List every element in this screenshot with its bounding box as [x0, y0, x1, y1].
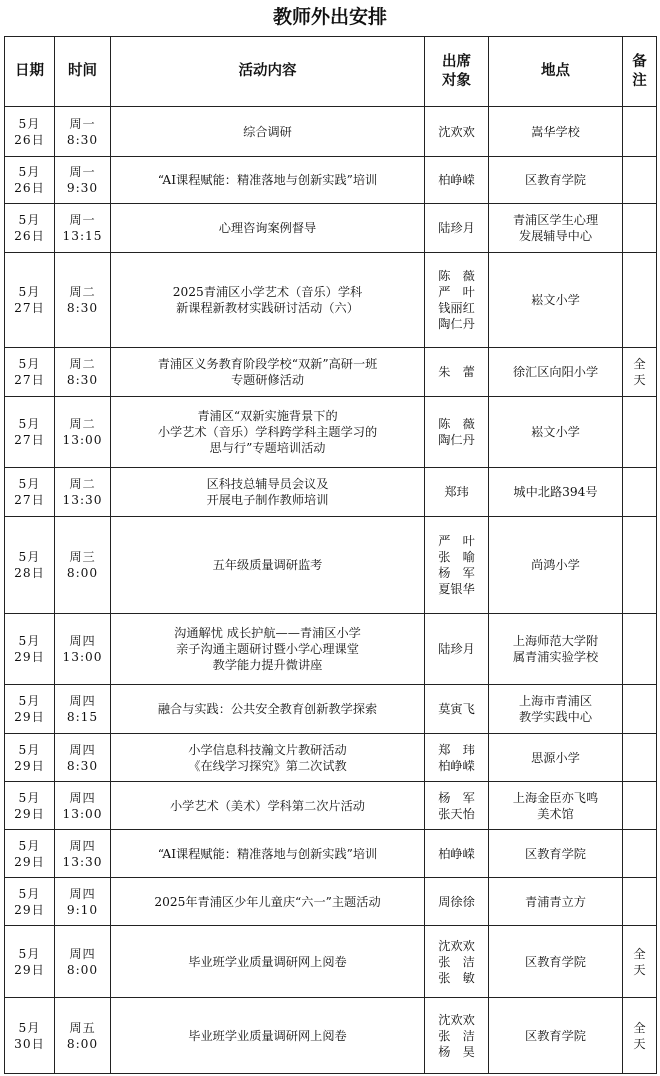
time-cell-line: 9:10	[66, 902, 99, 917]
time-cell-line: 周四	[69, 742, 96, 757]
location-cell-line: 城中北路394号	[513, 485, 598, 499]
table-row	[5, 204, 657, 253]
time-cell-line: 周四	[69, 694, 96, 708]
date-cell	[5, 253, 55, 348]
time-cell	[55, 204, 111, 253]
date-cell-line: 5月	[18, 165, 41, 179]
time-cell	[55, 614, 111, 685]
attendee-cell-line: 张 洁	[438, 954, 475, 969]
date-cell-line: 27日	[14, 373, 45, 387]
attendee-cell	[425, 397, 489, 468]
time-cell	[55, 830, 111, 878]
time-cell	[55, 878, 111, 926]
location-cell-line: 尚鸿小学	[531, 558, 580, 572]
remark-cell	[623, 253, 657, 348]
remark-cell	[623, 685, 657, 734]
remark-cell	[623, 830, 657, 878]
attendee-cell-line: 陶仁丹	[438, 317, 475, 331]
date-cell	[5, 468, 55, 517]
attendee-cell-line: 柏峥嵘	[438, 758, 475, 773]
time-cell	[55, 782, 111, 830]
date-cell-line: 29日	[14, 710, 45, 724]
location-cell-line: 区教育学院	[525, 954, 586, 969]
activity-cell-line: 沟通解忧 成长护航——青浦区小学	[174, 626, 361, 640]
attendee-cell-line: 柏峥嵘	[438, 173, 475, 187]
location-cell	[489, 998, 623, 1074]
activity-cell	[111, 517, 425, 614]
time-cell	[55, 517, 111, 614]
activity-cell-line: 新课程新教材实践研讨活动（六）	[176, 301, 359, 315]
attendee-cell-line: 沈欢欢	[438, 938, 475, 953]
time-cell-line: 13:00	[62, 806, 103, 821]
attendee-cell-line: 陆珍月	[438, 221, 475, 235]
activity-cell-line: 毕业班学业质量调研网上阅卷	[188, 1028, 347, 1043]
remark-cell-line: 全	[633, 1020, 646, 1035]
time-cell-line: 13:00	[62, 650, 103, 664]
table-row	[5, 468, 657, 517]
activity-cell-line: 心理咨询案例督导	[218, 221, 317, 235]
attendee-cell	[425, 517, 489, 614]
time-cell	[55, 926, 111, 998]
date-cell-line: 29日	[14, 806, 45, 821]
table-row	[5, 878, 657, 926]
activity-cell-line: “AI课程赋能：精准落地与创新实践”培训	[157, 173, 378, 187]
header-content: 活动内容	[111, 37, 425, 107]
schedule-table	[4, 36, 657, 1074]
remark-cell-line: 全	[633, 946, 646, 961]
attendee-cell	[425, 107, 489, 157]
remark-cell	[623, 157, 657, 204]
attendee-cell	[425, 734, 489, 782]
date-cell-line: 5月	[18, 116, 41, 131]
remark-cell	[623, 468, 657, 517]
remark-cell	[623, 614, 657, 685]
activity-cell-line: 融合与实践：公共安全教育创新教学探索	[157, 702, 378, 716]
date-cell-line: 5月	[18, 742, 41, 757]
attendee-cell-line: 严 叶	[438, 534, 475, 548]
time-cell-line: 周二	[69, 417, 96, 431]
date-cell	[5, 107, 55, 157]
location-cell-line: 青浦青立方	[525, 894, 586, 909]
date-cell-line: 29日	[14, 650, 45, 664]
time-cell	[55, 107, 111, 157]
location-cell	[489, 348, 623, 397]
attendee-cell-line: 柏峥嵘	[438, 846, 475, 861]
date-cell-line: 26日	[14, 132, 45, 147]
time-cell	[55, 157, 111, 204]
attendee-cell-line: 张天怡	[438, 806, 475, 821]
activity-cell	[111, 468, 425, 517]
attendee-cell	[425, 253, 489, 348]
time-cell-line: 13:00	[62, 433, 103, 447]
location-cell	[489, 204, 623, 253]
location-cell-line: 徐汇区向阳小学	[512, 365, 599, 379]
attendee-cell	[425, 926, 489, 998]
time-cell-line: 周二	[69, 357, 96, 371]
time-cell	[55, 685, 111, 734]
location-cell	[489, 734, 623, 782]
attendee-cell-line: 陶仁丹	[438, 433, 475, 447]
activity-cell-line: 教学能力提升微讲座	[212, 658, 323, 672]
date-cell-line: 5月	[18, 213, 41, 227]
activity-cell	[111, 157, 425, 204]
date-cell-line: 26日	[14, 181, 45, 195]
location-cell-line: 崧文小学	[531, 293, 580, 307]
remark-cell	[623, 998, 657, 1074]
table-row	[5, 107, 657, 157]
activity-cell	[111, 998, 425, 1074]
date-cell-line: 5月	[18, 946, 41, 961]
date-cell-line: 5月	[18, 634, 41, 648]
attendee-cell-line: 朱 蕾	[438, 365, 475, 379]
remark-cell	[623, 397, 657, 468]
date-cell-line: 26日	[14, 229, 45, 243]
location-cell-line: 崧文小学	[531, 425, 580, 439]
location-cell	[489, 614, 623, 685]
attendee-cell	[425, 998, 489, 1074]
date-cell-line: 5月	[18, 1020, 41, 1035]
attendee-cell	[425, 348, 489, 397]
header-people: 出席 对象	[425, 37, 489, 107]
date-cell	[5, 878, 55, 926]
location-cell-line: 嵩华学校	[531, 124, 580, 139]
time-cell-line: 13:30	[62, 493, 103, 507]
activity-cell-line: 小学信息科技瀚文片教研活动	[188, 742, 347, 757]
location-cell	[489, 157, 623, 204]
attendee-cell-line: 陈 薇	[438, 417, 475, 431]
attendee-cell-line: 陆珍月	[438, 642, 475, 656]
activity-cell-line: 小学艺术（音乐）学科跨学科主题学习的	[157, 425, 378, 439]
table-row	[5, 830, 657, 878]
location-cell	[489, 782, 623, 830]
activity-cell	[111, 782, 425, 830]
attendee-cell	[425, 878, 489, 926]
attendee-cell	[425, 614, 489, 685]
time-cell-line: 周二	[69, 285, 96, 299]
location-cell-line: 上海市青浦区	[518, 694, 593, 708]
time-cell-line: 周四	[69, 838, 96, 853]
date-cell-line: 5月	[18, 886, 41, 901]
location-cell	[489, 926, 623, 998]
header-time: 时间	[55, 37, 111, 107]
attendee-cell-line: 张 洁	[438, 1028, 475, 1043]
remark-cell-line: 天	[633, 1036, 646, 1051]
activity-cell	[111, 614, 425, 685]
time-cell	[55, 253, 111, 348]
remark-cell	[623, 878, 657, 926]
time-cell-line: 周一	[69, 213, 96, 227]
table-row	[5, 998, 657, 1074]
header-location: 地点	[489, 37, 623, 107]
attendee-cell	[425, 468, 489, 517]
attendee-cell-line: 严 叶	[438, 285, 475, 299]
location-cell-line: 青浦区学生心理	[512, 213, 599, 227]
attendee-cell	[425, 782, 489, 830]
location-cell	[489, 107, 623, 157]
location-cell	[489, 830, 623, 878]
date-cell-line: 29日	[14, 854, 45, 869]
activity-cell	[111, 397, 425, 468]
location-cell	[489, 878, 623, 926]
time-cell-line: 13:30	[62, 854, 103, 869]
remark-cell	[623, 782, 657, 830]
date-cell-line: 28日	[14, 566, 45, 580]
page-title: 教师外出安排	[272, 6, 387, 28]
date-cell-line: 29日	[14, 758, 45, 773]
activity-cell-line: 开展电子制作教师培训	[206, 493, 329, 507]
activity-cell-line: 小学艺术（美术）学科第二次片活动	[170, 798, 365, 813]
activity-cell-line: 五年级质量调研监考	[212, 558, 323, 572]
remark-cell	[623, 107, 657, 157]
location-cell-line: 上海金臣亦飞鸣	[512, 790, 599, 805]
date-cell-line: 27日	[14, 493, 45, 507]
time-cell-line: 8:30	[66, 758, 99, 773]
table-row	[5, 734, 657, 782]
attendee-cell-line: 沈欢欢	[438, 124, 475, 139]
attendee-cell-line: 沈欢欢	[438, 1012, 475, 1027]
location-cell	[489, 253, 623, 348]
time-cell-line: 周四	[69, 886, 96, 901]
date-cell-line: 5月	[18, 285, 41, 299]
attendee-cell-line: 陈 薇	[438, 269, 475, 283]
location-cell-line: 区教育学院	[525, 1028, 586, 1043]
attendee-cell-line: 张 敏	[438, 970, 475, 985]
date-cell-line: 29日	[14, 962, 45, 977]
date-cell	[5, 348, 55, 397]
date-cell-line: 5月	[18, 417, 41, 431]
attendee-cell-line: 夏银华	[438, 582, 475, 596]
time-cell-line: 周四	[69, 634, 96, 648]
time-cell-line: 8:30	[66, 132, 99, 147]
date-cell-line: 5月	[18, 477, 41, 491]
date-cell-line: 5月	[18, 694, 41, 708]
date-cell	[5, 998, 55, 1074]
time-cell-line: 8:30	[66, 373, 99, 387]
activity-cell	[111, 107, 425, 157]
table-row	[5, 397, 657, 468]
time-cell	[55, 397, 111, 468]
time-cell	[55, 998, 111, 1074]
time-cell-line: 周四	[69, 790, 96, 805]
activity-cell-line: 区科技总辅导员会议及	[206, 477, 329, 491]
date-cell	[5, 614, 55, 685]
location-cell-line: 上海师范大学附	[512, 634, 599, 648]
time-cell-line: 8:00	[66, 566, 99, 580]
activity-cell-line: 青浦区义务教育阶段学校“双新”高研一班	[157, 357, 378, 371]
location-cell-line: 美术馆	[537, 806, 574, 821]
time-cell-line: 周一	[69, 116, 96, 131]
time-cell-line: 8:00	[66, 1036, 99, 1051]
time-cell-line: 周一	[69, 165, 96, 179]
attendee-cell	[425, 685, 489, 734]
time-cell-line: 8:00	[66, 962, 99, 977]
table-row	[5, 926, 657, 998]
date-cell-line: 5月	[18, 790, 41, 805]
activity-cell	[111, 348, 425, 397]
date-cell-line: 30日	[14, 1036, 45, 1051]
date-cell	[5, 517, 55, 614]
date-cell	[5, 782, 55, 830]
table-row	[5, 157, 657, 204]
attendee-cell-line: 周徐徐	[438, 894, 475, 909]
remark-cell	[623, 926, 657, 998]
table-row	[5, 685, 657, 734]
time-cell	[55, 348, 111, 397]
attendee-cell-line: 杨 军	[438, 566, 475, 580]
activity-cell-line: 2025年青浦区少年儿童庆“六一”主题活动	[154, 894, 381, 909]
activity-cell-line: 综合调研	[243, 124, 292, 139]
header-remark: 备 注	[623, 37, 657, 107]
attendee-cell	[425, 204, 489, 253]
date-cell-line: 27日	[14, 433, 45, 447]
table-row	[5, 782, 657, 830]
attendee-cell-line: 钱丽红	[438, 301, 475, 315]
location-cell-line: 发展辅导中心	[518, 229, 593, 243]
attendee-cell	[425, 157, 489, 204]
location-cell-line: 教学实践中心	[518, 710, 593, 724]
location-cell	[489, 685, 623, 734]
attendee-cell-line: 莫寅飞	[438, 702, 475, 716]
activity-cell	[111, 926, 425, 998]
activity-cell-line: 专题研修活动	[230, 373, 305, 387]
time-cell	[55, 734, 111, 782]
date-cell	[5, 157, 55, 204]
remark-cell	[623, 348, 657, 397]
table-row	[5, 517, 657, 614]
location-cell-line: 思源小学	[531, 750, 580, 765]
date-cell-line: 29日	[14, 902, 45, 917]
time-cell	[55, 468, 111, 517]
activity-cell	[111, 830, 425, 878]
time-cell-line: 周四	[69, 946, 96, 961]
date-cell-line: 5月	[18, 838, 41, 853]
header-row	[5, 37, 657, 107]
activity-cell	[111, 253, 425, 348]
time-cell-line: 周三	[69, 550, 96, 564]
attendee-cell-line: 张 喻	[438, 550, 475, 564]
attendee-cell-line: 杨 军	[438, 790, 475, 805]
remark-cell	[623, 517, 657, 614]
remark-cell-line: 全	[633, 357, 646, 371]
activity-cell-line: “AI课程赋能：精准落地与创新实践”培训	[157, 846, 378, 861]
table-row	[5, 253, 657, 348]
date-cell-line: 27日	[14, 301, 45, 315]
table-row	[5, 614, 657, 685]
time-cell-line: 8:30	[66, 301, 99, 315]
table-row	[5, 348, 657, 397]
attendee-cell	[425, 830, 489, 878]
date-cell	[5, 734, 55, 782]
activity-cell-line: 2025青浦区小学艺术（音乐）学科	[172, 285, 363, 299]
activity-cell-line: 毕业班学业质量调研网上阅卷	[188, 954, 347, 969]
header-date: 日期	[5, 37, 55, 107]
activity-cell-line: 青浦区“双新实施背景下的	[197, 409, 338, 423]
date-cell	[5, 926, 55, 998]
location-cell-line: 区教育学院	[525, 846, 586, 861]
time-cell-line: 周五	[69, 1020, 96, 1035]
time-cell-line: 周二	[69, 477, 96, 491]
activity-cell-line: 《在线学习探究》第二次试教	[188, 758, 347, 773]
remark-cell-line: 天	[633, 373, 646, 387]
date-cell	[5, 397, 55, 468]
time-cell-line: 13:15	[62, 229, 103, 243]
activity-cell	[111, 204, 425, 253]
location-cell	[489, 397, 623, 468]
location-cell-line: 属青浦实验学校	[512, 650, 599, 664]
activity-cell-line: 思与行”专题培训活动	[209, 441, 326, 455]
date-cell	[5, 830, 55, 878]
remark-cell-line: 天	[633, 962, 646, 977]
time-cell-line: 8:15	[66, 710, 99, 724]
time-cell-line: 9:30	[66, 181, 99, 195]
activity-cell-line: 亲子沟通主题研讨暨小学心理课堂	[176, 642, 359, 656]
date-cell-line: 5月	[18, 357, 41, 371]
activity-cell	[111, 685, 425, 734]
remark-cell	[623, 734, 657, 782]
activity-cell	[111, 734, 425, 782]
attendee-cell-line: 郑 玮	[438, 742, 475, 757]
location-cell-line: 区教育学院	[525, 173, 586, 187]
attendee-cell-line: 郑玮	[444, 485, 469, 499]
location-cell	[489, 468, 623, 517]
remark-cell	[623, 204, 657, 253]
date-cell	[5, 685, 55, 734]
attendee-cell-line: 杨 昊	[438, 1044, 475, 1059]
date-cell-line: 5月	[18, 550, 41, 564]
location-cell	[489, 517, 623, 614]
date-cell	[5, 204, 55, 253]
activity-cell	[111, 878, 425, 926]
